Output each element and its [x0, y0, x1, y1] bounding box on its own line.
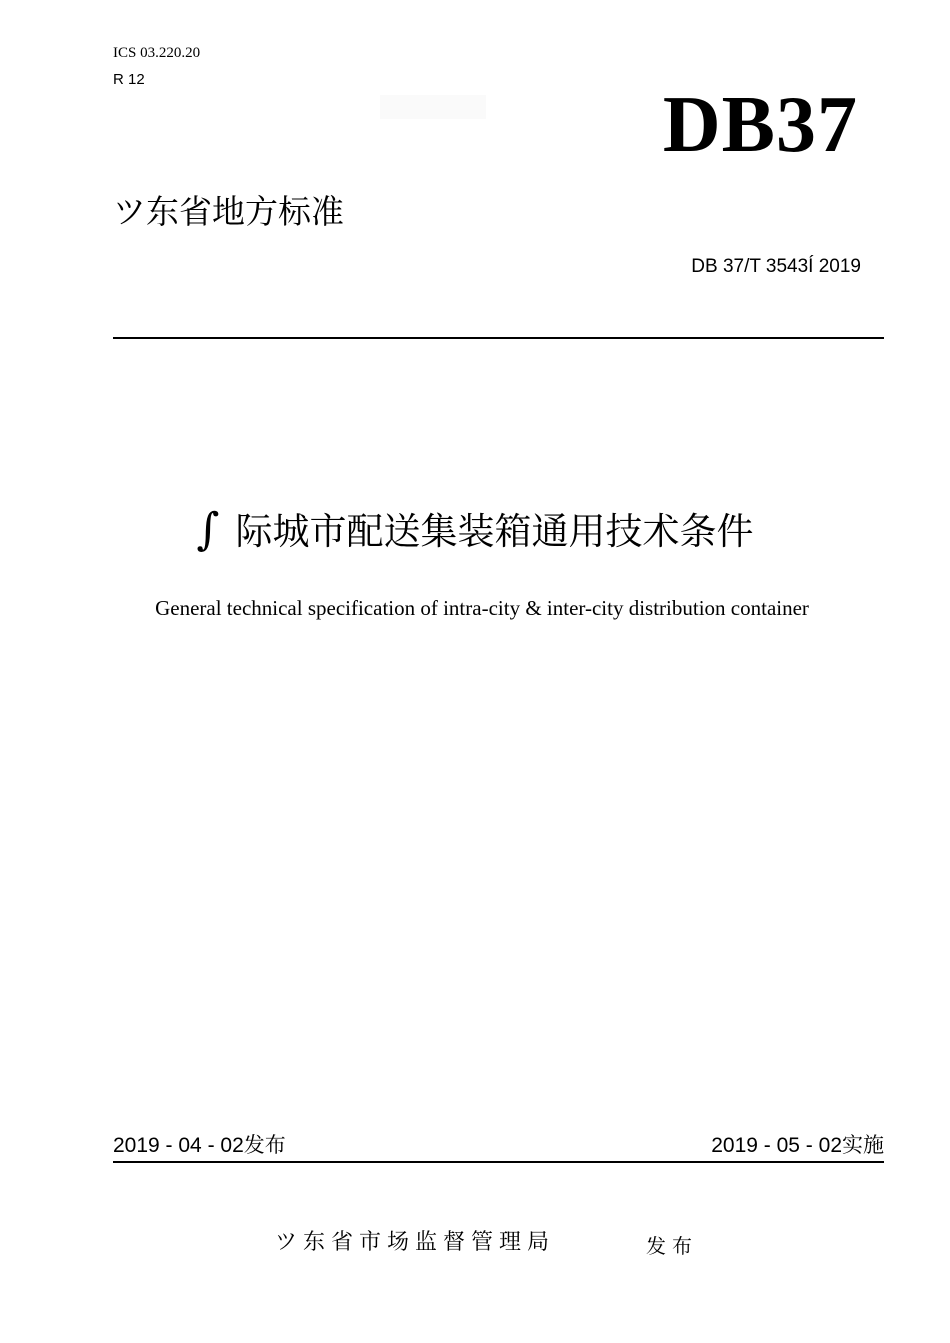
bottom-divider — [113, 1161, 884, 1163]
title-mark: ∫ — [196, 504, 220, 555]
standard-type: ツ东省地方标准 — [113, 192, 344, 231]
db-mark: DB37 — [662, 81, 858, 169]
title-chinese: 际城市配送集装箱通用技术条件 — [235, 510, 754, 553]
implementation-date: 2019 - 05 - 02实施 — [711, 1134, 884, 1157]
issue-date: 2019 - 04 - 02发布 — [113, 1134, 286, 1157]
standard-number: DB 37/T 3543Í 2019 — [691, 256, 861, 277]
publisher: ツ东省市场监督管理局 — [275, 1230, 556, 1255]
blank-placeholder-box — [380, 95, 486, 119]
top-divider — [113, 337, 884, 339]
ics-code: ICS 03.220.20 — [113, 45, 201, 61]
publish-word: 发布 — [646, 1234, 698, 1258]
ccs-code: R 12 — [113, 71, 145, 88]
title-chinese-line — [0, 505, 950, 557]
title-english: General technical specification of intra-city & inter-city distribution container — [155, 596, 809, 620]
